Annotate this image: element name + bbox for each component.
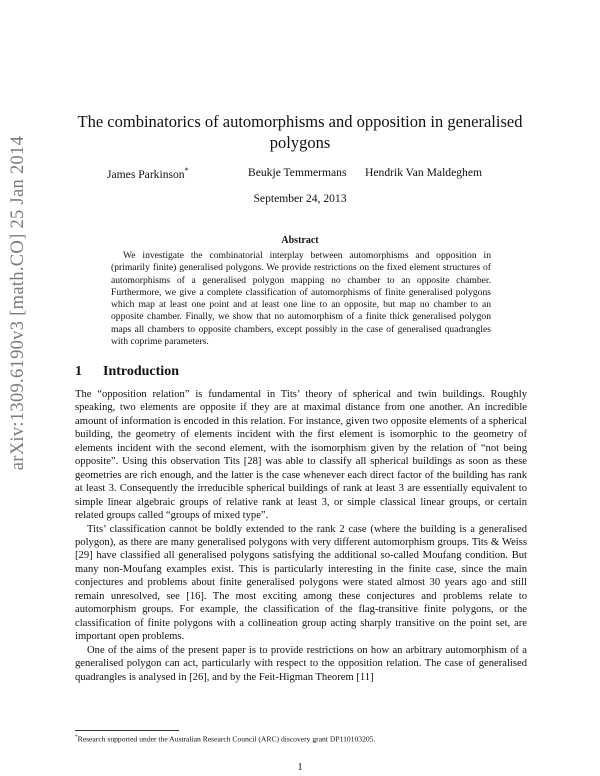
abstract-text: We investigate the combinatorial interplay between automorphisms and opposition in (primarily finite) generalised polygons. We provide restrictions on the fixed element structures of automorphisms of a generalised polygon mapping no chamber to an opposite chamber. Furthermore, we give a complete classification of automorphisms of finite generalised polygons which map at least one point and at least one line to an opposite, but map no chamber to an opposite chamber. Finally, we show that no automorphism of a finite thick generalised polygon maps all chambers to opposite chambers, except possibly in the case of generalised quadrangles with coprime parameters.: [111, 250, 491, 348]
section-title: Introduction: [103, 364, 179, 379]
body-paragraph: One of the aims of the present paper is to provide restrictions on how an arbitrary automorphism of a generalised polygon can act, particularly with respect to the opposition relation. The case of generalised quadrangles is analysed in [26], and by the Feit-Higman Theorem [11]: [75, 644, 527, 683]
section-number: 1: [75, 364, 82, 379]
body-paragraph: Tits’ classification cannot be boldly extended to the rank 2 case (where the building is a generalised polygon), as there are many generalised polygons with very different automorphism groups. Tits & Weiss [29] have classified all generalised polygons satisfying the additional so-called Moufang condition. But many non-Moufang examples exist. This is particularly interesting in the finite case, since the main conjectures and problems about finite generalised polygons were stated almost 30 years ago and still remain unresolved, see [16]. The most exciting among these conjectures and problems relate to automorphism groups. For example, the classification of the flag-transitive finite polygons, or the classification of finite polygons with a collineation group acting sharply transitive on the point set, are important open problems.: [75, 523, 527, 643]
author-name: James Parkinson*: [107, 166, 189, 181]
body-text: [75, 388, 527, 684]
author-name: Hendrik Van Maldeghem: [365, 166, 482, 179]
body-paragraph: The “opposition relation” is fundamental in Tits’ theory of spherical and twin buildings. Roughly speaking, two elements are opposite if they are at maximal distance from one another. An incredible amount of information is encoded in this relation. For instance, given two opposite elements of a spherical building, the geometry of elements incident with the first element is isomorphic to the geometry of elements incident with the second element, with the isomorphism given by the relation of “not being opposite”. Using this observation Tits [28] was able to classify all spherical buildings as soon as these geometries are rich enough, and the latter is the case whenever each direct factor of the building has rank at least 3. Consequently the irreducible spherical buildings of rank at least 3 are essentially equivalent to simple linear algebraic groups of relative rank at least 3, or simple classical linear groups, or certain related groups called “groups of mixed type”.: [75, 389, 527, 522]
footnote-mark: *: [75, 734, 78, 740]
section-heading: [75, 364, 179, 380]
paper-title: The combinatorics of automorphisms and opposition in generalised polygons: [77, 112, 523, 152]
footnote-text: Research supported under the Australian Research Council (ARC) discovery grant DP110103205.: [77, 734, 376, 744]
abstract-heading: Abstract: [281, 235, 319, 246]
author-footnote-mark: *: [184, 166, 189, 175]
arxiv-stamp: arXiv:1309.6190v3 [math.CO] 25 Jan 2014: [8, 135, 28, 471]
author-name: Beukje Temmermans: [248, 166, 347, 179]
footnote-rule: [75, 730, 179, 731]
paper-date: September 24, 2013: [253, 192, 347, 205]
footnote: [75, 734, 535, 744]
page-number: 1: [297, 762, 303, 773]
